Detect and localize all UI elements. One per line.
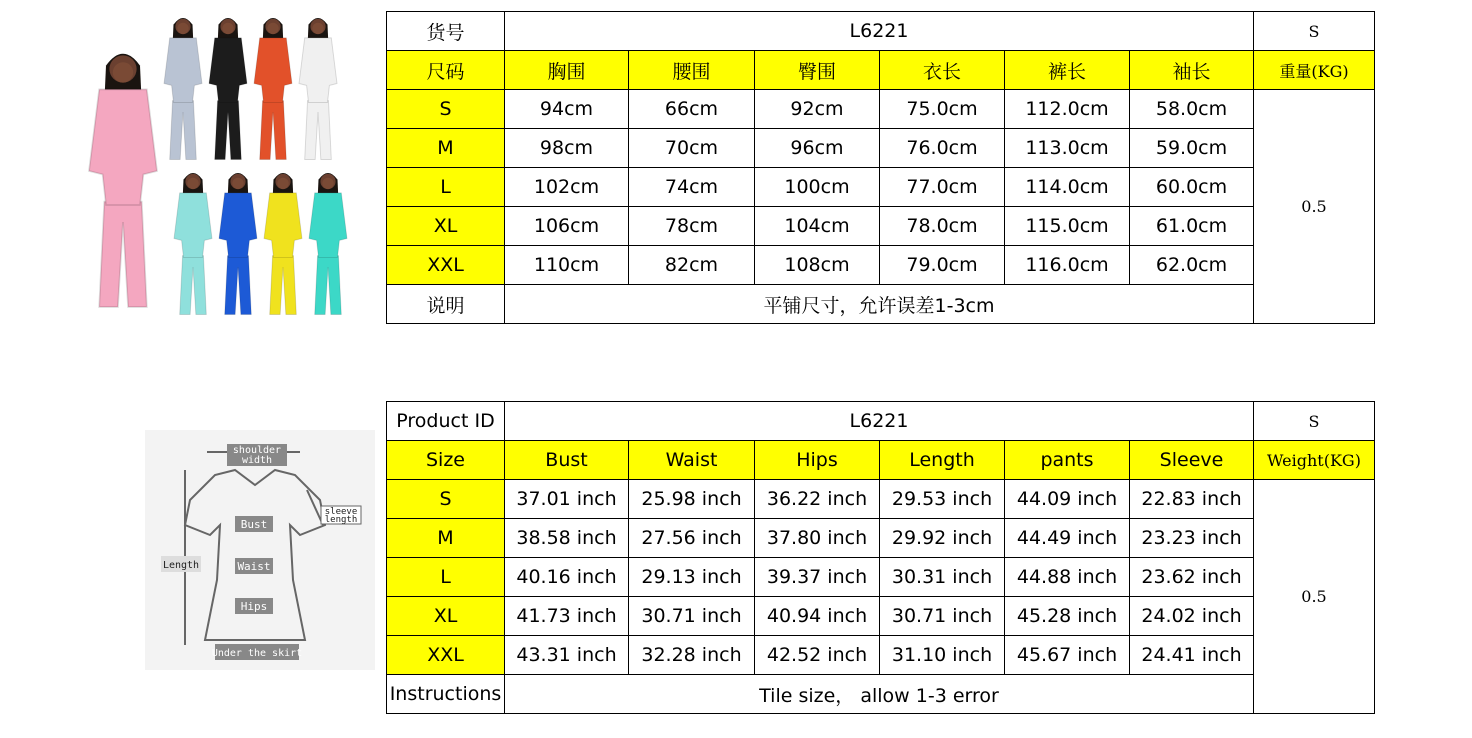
note-text: 平铺尺寸，允许误差1-3cm (505, 285, 1254, 324)
table-cell: 76.0cm (880, 129, 1005, 168)
size-cell: S (387, 90, 505, 129)
table-cell: 70cm (629, 129, 755, 168)
model-figure (174, 173, 212, 315)
table-header-row (387, 51, 1375, 90)
table-header-row (387, 441, 1375, 480)
table-cell: 106cm (505, 207, 629, 246)
table-row (387, 675, 1375, 714)
table-cell: 114.0cm (1005, 168, 1130, 207)
table-cell: 29.53 inch (880, 480, 1005, 519)
diagram-label-bust: Bust (240, 518, 268, 531)
table-cell: 37.80 inch (755, 519, 880, 558)
table-cell: 29.13 inch (629, 558, 755, 597)
table-cell: 27.56 inch (629, 519, 755, 558)
column-header: Hips (755, 441, 880, 480)
weight-label: 重量(KG) (1254, 51, 1375, 90)
column-header: pants (1005, 441, 1130, 480)
table-cell: 60.0cm (1130, 168, 1254, 207)
size-table-chinese (386, 11, 1375, 324)
column-header: 裤长 (1005, 51, 1130, 90)
table-cell: 112.0cm (1005, 90, 1130, 129)
note-label: Instructions (387, 675, 505, 714)
table-cell: 74cm (629, 168, 755, 207)
diagram-label-length: Length (162, 560, 200, 571)
table-row (387, 519, 1375, 558)
measurement-diagram (145, 430, 375, 670)
diagram-label-under-skirt: Under the skirt (211, 648, 303, 659)
product-id-label: 货号 (387, 12, 505, 51)
table-cell: 58.0cm (1130, 90, 1254, 129)
table-cell: 23.23 inch (1130, 519, 1254, 558)
table-cell: 66cm (629, 90, 755, 129)
diagram-label-hips: Hips (240, 600, 268, 613)
size-label: Size (387, 441, 505, 480)
table-row (387, 246, 1375, 285)
table-cell: 25.98 inch (629, 480, 755, 519)
table-cell: 31.10 inch (880, 636, 1005, 675)
table-cell: 62.0cm (1130, 246, 1254, 285)
diagram-label-waist: Waist (237, 560, 271, 573)
model-figure (254, 18, 292, 160)
table-cell: 92cm (755, 90, 880, 129)
table-row (387, 636, 1375, 675)
table-cell: 41.73 inch (505, 597, 629, 636)
weight-label: Weight(KG) (1254, 441, 1375, 480)
table-cell: 22.83 inch (1130, 480, 1254, 519)
model-figure (89, 54, 157, 307)
table-row (387, 558, 1375, 597)
table-cell: 44.09 inch (1005, 480, 1130, 519)
table-cell: 45.67 inch (1005, 636, 1130, 675)
weight-value: 0.5 (1254, 90, 1375, 324)
table-row (387, 597, 1375, 636)
size-cell: XXL (387, 636, 505, 675)
table-cell: 79.0cm (880, 246, 1005, 285)
dress-outline (185, 470, 325, 640)
column-header: 胸围 (505, 51, 629, 90)
table-cell: 38.58 inch (505, 519, 629, 558)
table-row (387, 402, 1375, 441)
table-cell: 45.28 inch (1005, 597, 1130, 636)
table-cell: 98cm (505, 129, 629, 168)
table-cell: 30.71 inch (880, 597, 1005, 636)
column-header: Waist (629, 441, 755, 480)
diagram-label-shoulder: shoulder (232, 445, 282, 456)
weight-value: 0.5 (1254, 480, 1375, 714)
svg-text:length: length (324, 515, 358, 525)
table-cell: 24.41 inch (1130, 636, 1254, 675)
table-cell: 78.0cm (880, 207, 1005, 246)
table-cell: 100cm (755, 168, 880, 207)
table-cell: 30.71 inch (629, 597, 755, 636)
table-cell: 102cm (505, 168, 629, 207)
size-table-english (386, 401, 1375, 714)
table-cell: 29.92 inch (880, 519, 1005, 558)
size-header: S (1254, 12, 1375, 51)
size-cell: L (387, 168, 505, 207)
size-cell: S (387, 480, 505, 519)
table-cell: 44.49 inch (1005, 519, 1130, 558)
table-cell: 40.16 inch (505, 558, 629, 597)
table-cell: 77.0cm (880, 168, 1005, 207)
model-figure (219, 173, 257, 315)
size-cell: M (387, 129, 505, 168)
table-cell: 104cm (755, 207, 880, 246)
size-cell: XL (387, 207, 505, 246)
table-cell: 42.52 inch (755, 636, 880, 675)
size-cell: M (387, 519, 505, 558)
table-cell: 113.0cm (1005, 129, 1130, 168)
table-cell: 110cm (505, 246, 629, 285)
table-cell: 61.0cm (1130, 207, 1254, 246)
product-model-photo (78, 12, 360, 332)
size-cell: XXL (387, 246, 505, 285)
column-header: 臀围 (755, 51, 880, 90)
size-cell: L (387, 558, 505, 597)
table-cell: 96cm (755, 129, 880, 168)
table-cell: 94cm (505, 90, 629, 129)
table-cell: 40.94 inch (755, 597, 880, 636)
table-row (387, 168, 1375, 207)
column-header: 袖长 (1130, 51, 1254, 90)
table-cell: 116.0cm (1005, 246, 1130, 285)
model-figure (309, 173, 347, 315)
table-cell: 24.02 inch (1130, 597, 1254, 636)
column-header: Sleeve (1130, 441, 1254, 480)
table-cell: 78cm (629, 207, 755, 246)
column-header: Length (880, 441, 1005, 480)
table-row (387, 207, 1375, 246)
table-cell: 23.62 inch (1130, 558, 1254, 597)
model-figure (209, 18, 247, 160)
svg-text:width: width (241, 455, 273, 466)
model-figure (299, 18, 337, 160)
product-id-label: Product ID (387, 402, 505, 441)
model-figure (264, 173, 302, 315)
table-cell: 108cm (755, 246, 880, 285)
product-id-value: L6221 (505, 12, 1254, 51)
column-header: 腰围 (629, 51, 755, 90)
table-row (387, 12, 1375, 51)
table-row (387, 129, 1375, 168)
table-cell: 75.0cm (880, 90, 1005, 129)
table-row (387, 285, 1375, 324)
table-cell: 32.28 inch (629, 636, 755, 675)
table-cell: 30.31 inch (880, 558, 1005, 597)
table-cell: 43.31 inch (505, 636, 629, 675)
size-header: S (1254, 402, 1375, 441)
table-cell: 82cm (629, 246, 755, 285)
table-cell: 39.37 inch (755, 558, 880, 597)
table-row (387, 90, 1375, 129)
note-text: Tile size， allow 1-3 error (505, 675, 1254, 714)
table-row (387, 480, 1375, 519)
table-cell: 115.0cm (1005, 207, 1130, 246)
size-label: 尺码 (387, 51, 505, 90)
model-figure (164, 18, 202, 160)
column-header: Bust (505, 441, 629, 480)
note-label: 说明 (387, 285, 505, 324)
table-cell: 44.88 inch (1005, 558, 1130, 597)
column-header: 衣长 (880, 51, 1005, 90)
size-cell: XL (387, 597, 505, 636)
table-cell: 37.01 inch (505, 480, 629, 519)
diagram-label-sleeve: sleeve (324, 507, 358, 517)
table-cell: 59.0cm (1130, 129, 1254, 168)
product-id-value: L6221 (505, 402, 1254, 441)
table-cell: 36.22 inch (755, 480, 880, 519)
